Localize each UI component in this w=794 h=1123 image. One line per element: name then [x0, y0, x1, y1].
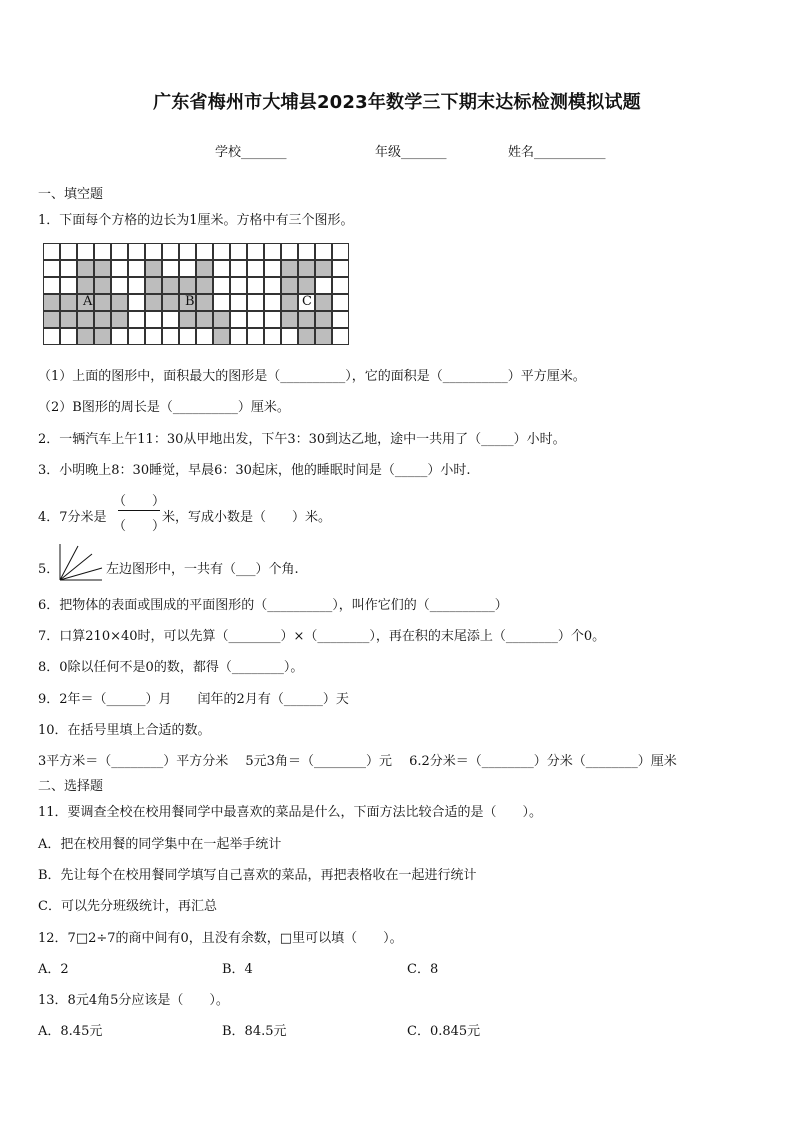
question-12-option-b[interactable]: B．4	[222, 962, 253, 977]
grid-cell	[111, 328, 128, 345]
question-10: 10．在括号里填上合适的数。	[38, 723, 211, 738]
question-12-option-a[interactable]: A．2	[38, 962, 69, 977]
grid-cell	[247, 311, 264, 328]
question-13-option-c[interactable]: C．0.845元	[407, 1024, 481, 1039]
question-11: 11．要调查全校在校用餐同学中最喜欢的菜品是什么，下面方法比较合适的是（ ）。	[38, 805, 543, 820]
grid-cell	[128, 294, 145, 311]
grid-cell	[315, 294, 332, 311]
grid-cell	[162, 277, 179, 294]
grid-cell	[298, 277, 315, 294]
question-1-part-1: （1）上面的图形中，面积最大的图形是（__________），它的面积是（__________）平方厘米。	[38, 369, 586, 384]
grid-cell	[332, 243, 349, 260]
question-8: 8．0除以任何不是0的数，都得（________）。	[38, 660, 304, 675]
grid-cell	[111, 294, 128, 311]
grid-cell	[145, 294, 162, 311]
question-4-suffix: 米，写成小数是（ ）米。	[162, 510, 332, 525]
grid-cell	[162, 294, 179, 311]
grid-cell	[264, 260, 281, 277]
question-11-option-b[interactable]: B．先让每个在校用餐同学填写自己喜欢的菜品，再把表格收在一起进行统计	[38, 868, 477, 883]
grid-cell	[230, 260, 247, 277]
section-heading-choice: 二、选择题	[38, 779, 104, 794]
grid-cell	[315, 260, 332, 277]
grid-cell	[77, 328, 94, 345]
grid-cell	[247, 294, 264, 311]
grid-cell	[213, 243, 230, 260]
grid-cell	[145, 277, 162, 294]
grid-cell	[196, 311, 213, 328]
grid-cell	[111, 311, 128, 328]
grid-cell	[315, 311, 332, 328]
grid-cell	[179, 328, 196, 345]
grid-cell	[264, 311, 281, 328]
grid-cell	[179, 311, 196, 328]
question-12-option-c[interactable]: C．8	[407, 962, 439, 977]
grid-cell	[128, 277, 145, 294]
fraction-numerator: （ ）	[113, 494, 166, 509]
question-7: 7．口算210×40时，可以先算（________）×（________），再在积的末尾添上（________）个0。	[38, 629, 606, 644]
grid-cell	[230, 311, 247, 328]
grid-cell	[247, 328, 264, 345]
question-1-part-2: （2）B图形的周长是（__________）厘米。	[38, 400, 290, 415]
grid-cell	[128, 260, 145, 277]
grid-cell	[145, 328, 162, 345]
grid-cell	[298, 260, 315, 277]
grid-cell	[230, 294, 247, 311]
question-12: 12．7□2÷7的商中间有0，且没有余数，□里可以填（ ）。	[38, 931, 403, 946]
question-5: 左边图形中，一共有（___）个角.	[106, 562, 299, 577]
question-1: 1．下面每个方格的边长为1厘米。方格中有三个图形。	[38, 213, 354, 228]
grid-cell	[43, 243, 60, 260]
name-field[interactable]: 姓名___________	[508, 145, 606, 160]
grid-cell	[60, 277, 77, 294]
grid-cell	[315, 243, 332, 260]
grid-cell	[128, 328, 145, 345]
grid-cell	[179, 260, 196, 277]
grid-cell	[332, 260, 349, 277]
grid-cell	[179, 277, 196, 294]
grid-cell	[162, 311, 179, 328]
question-3: 3．小明晚上8：30睡觉，早晨6：30起床，他的睡眠时间是（_____）小时.	[38, 463, 471, 478]
grid-cell	[196, 328, 213, 345]
grid-cell	[213, 294, 230, 311]
grid-cell	[213, 311, 230, 328]
grid-cell	[230, 243, 247, 260]
grid-cell	[196, 260, 213, 277]
grid-cell	[247, 277, 264, 294]
grid-cell	[94, 294, 111, 311]
grid-cell	[77, 243, 94, 260]
grid-cell	[43, 277, 60, 294]
grid-cell	[43, 328, 60, 345]
grid-cell	[281, 243, 298, 260]
grid-cell	[60, 328, 77, 345]
grid-cell	[43, 311, 60, 328]
grid-cell	[332, 311, 349, 328]
grid-cell	[145, 260, 162, 277]
fraction-denominator: （ ）	[113, 519, 166, 534]
grid-cell	[77, 260, 94, 277]
grid-cell	[264, 294, 281, 311]
grid-cell	[281, 260, 298, 277]
page-title: 广东省梅州市大埔县2023年数学三下期末达标检测模拟试题	[153, 92, 641, 113]
angle-rays-figure	[58, 544, 104, 584]
question-9: 9．2年＝（______）月 闰年的2月有（______）天	[38, 692, 349, 707]
fraction-bar	[118, 510, 160, 511]
grid-cell	[213, 328, 230, 345]
grid-cell	[264, 328, 281, 345]
grid-cell	[281, 328, 298, 345]
grid-cell	[145, 243, 162, 260]
grid-cell	[43, 260, 60, 277]
grid-cell	[264, 243, 281, 260]
grid-cell	[162, 243, 179, 260]
grid-cell	[298, 328, 315, 345]
grid-cell	[111, 243, 128, 260]
grid-cell	[264, 277, 281, 294]
question-10-row: 3平方米＝（________）平方分米 5元3角＝（________）元 6.2分米＝（________）分米（________）厘米	[38, 754, 677, 769]
question-13-option-a[interactable]: A．8.45元	[38, 1024, 103, 1039]
grid-cell	[247, 243, 264, 260]
section-heading-fill-in: 一、填空题	[38, 187, 104, 202]
grid-cell	[43, 294, 60, 311]
grid-cell	[298, 243, 315, 260]
grid-cell	[213, 277, 230, 294]
grid-cell	[162, 328, 179, 345]
question-6: 6．把物体的表面或围成的平面图形的（__________），叫作它们的（__________）	[38, 598, 508, 613]
grid-cell	[332, 277, 349, 294]
grid-cell	[213, 260, 230, 277]
grid-cell	[77, 311, 94, 328]
grid-cell	[281, 294, 298, 311]
grid-cell	[94, 311, 111, 328]
grid-cell	[94, 243, 111, 260]
question-13: 13．8元4角5分应该是（ ）。	[38, 993, 229, 1008]
grid-cell	[332, 328, 349, 345]
grid-cell	[94, 260, 111, 277]
grid-cell	[128, 243, 145, 260]
grid-cell	[94, 328, 111, 345]
grid-cell	[196, 243, 213, 260]
grid-cell	[128, 311, 145, 328]
figure-label-a: A	[83, 294, 93, 309]
grid-cell	[196, 294, 213, 311]
grid-cell	[196, 277, 213, 294]
question-11-option-a[interactable]: A．把在校用餐的同学集中在一起举手统计	[38, 837, 282, 852]
question-5-number: 5．	[38, 562, 60, 577]
grid-cell	[332, 294, 349, 311]
grid-cell	[247, 260, 264, 277]
grid-cell	[230, 277, 247, 294]
figure-label-b: B	[185, 294, 195, 309]
figure-label-c: C	[302, 294, 312, 309]
grid-cell	[298, 311, 315, 328]
grid-cell	[315, 328, 332, 345]
grade-field[interactable]: 年级_______	[375, 145, 447, 160]
question-11-option-c[interactable]: C．可以先分班级统计，再汇总	[38, 899, 217, 914]
grid-cell	[281, 311, 298, 328]
grid-cell	[111, 260, 128, 277]
grid-cell	[281, 277, 298, 294]
grid-cell	[315, 277, 332, 294]
question-13-option-b[interactable]: B．84.5元	[222, 1024, 287, 1039]
grid-cell	[60, 311, 77, 328]
grid-cell	[94, 277, 111, 294]
grid-cell	[60, 243, 77, 260]
grid-cell	[230, 328, 247, 345]
grid-cell	[60, 260, 77, 277]
grid-cell	[145, 311, 162, 328]
grid-cell	[77, 277, 94, 294]
question-2: 2．一辆汽车上午11：30从甲地出发，下午3：30到达乙地，途中一共用了（_____）小时。	[38, 432, 566, 447]
question-4-prefix: 4．7分米是	[38, 510, 107, 525]
grid-cell	[162, 260, 179, 277]
grid-cell	[179, 243, 196, 260]
school-field[interactable]: 学校_______	[215, 145, 287, 160]
grid-cell	[60, 294, 77, 311]
grid-cell	[111, 277, 128, 294]
